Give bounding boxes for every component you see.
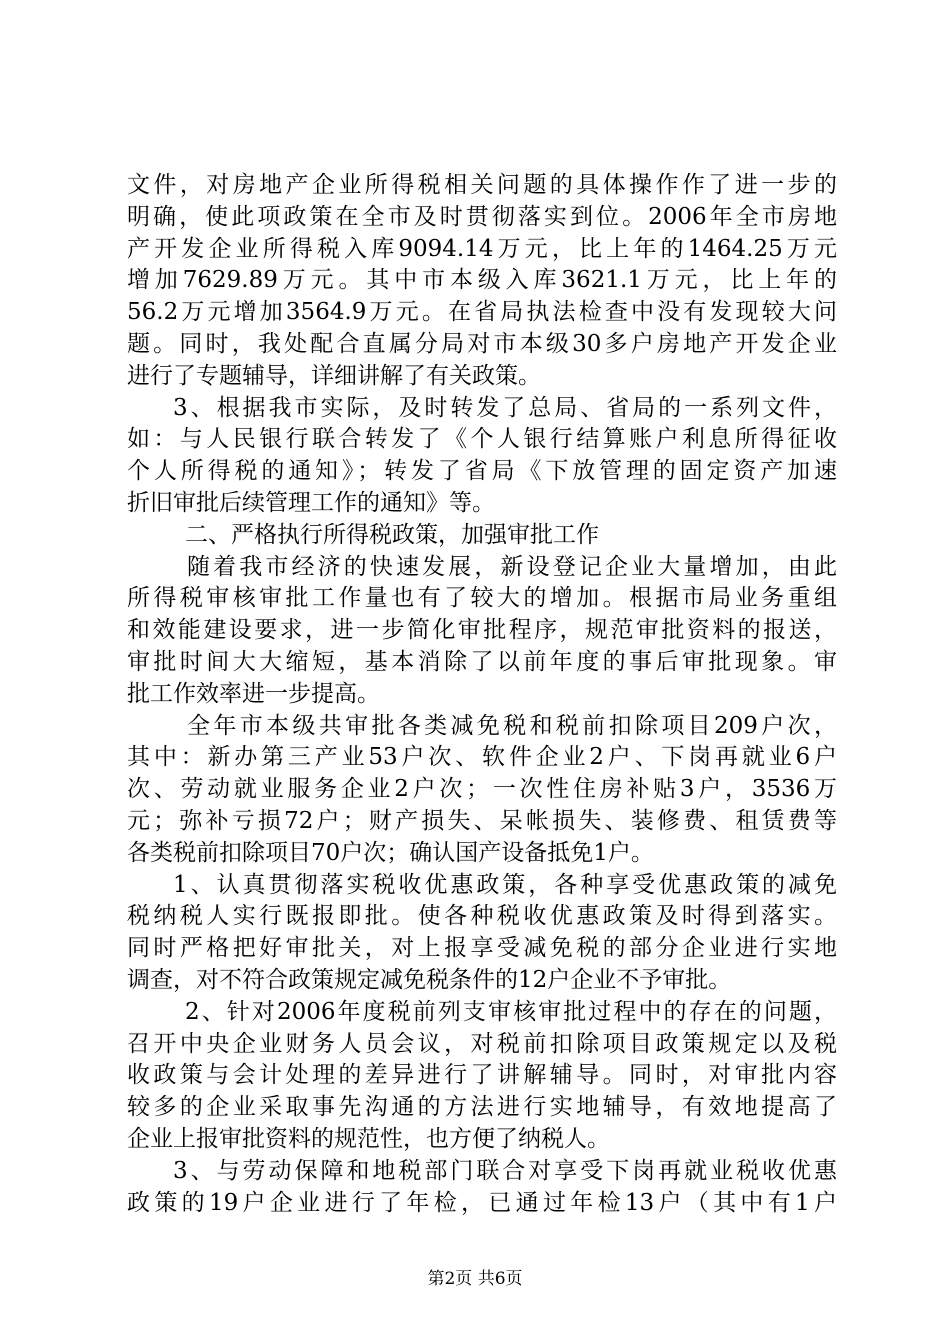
text-line: 税纳税人实行既报即批。使各种税收优惠政策及时得到落实。 xyxy=(127,903,837,930)
paragraph-first-line: 1、认真贯彻落实税收优惠政策，各种享受优惠政策的减免 xyxy=(173,871,837,898)
text-line: 题。同时，我处配合直属分局对市本级30多户房地产开发企业 xyxy=(127,330,837,357)
text-line: 各类税前扣除项目70户次；确认国产设备抵免1户。 xyxy=(127,839,654,866)
text-line: 收政策与会计处理的差异进行了讲解辅导。同时，对审批内容 xyxy=(127,1062,837,1089)
text-line: 个人所得税的通知》；转发了省局《下放管理的固定资产加速 xyxy=(127,458,837,485)
text-line: 调查，对不符合政策规定减免税条件的12户企业不予审批。 xyxy=(127,966,732,993)
page-number: 第2页 共6页 xyxy=(427,1269,523,1289)
text-line: 和效能建设要求，进一步简化审批程序，规范审批资料的报送， xyxy=(127,617,837,644)
text-line: 如：与人民银行联合转发了《个人银行结算账户利息所得征收 xyxy=(127,426,837,453)
paragraph-first-line: 随着我市经济的快速发展，新设登记企业大量增加，由此 xyxy=(187,553,837,580)
text-line: 企业上报审批资料的规范性，也方便了纳税人。 xyxy=(127,1125,610,1152)
document-body xyxy=(127,170,837,1219)
paragraph-first-line: 3、与劳动保障和地税部门联合对享受下岗再就业税收优惠 xyxy=(173,1157,837,1184)
text-line: 产开发企业所得税入库9094.14万元，比上年的1464.25万元 xyxy=(127,235,837,262)
text-line: 次、劳动就业服务企业2户次；一次性住房补贴3户，3536万 xyxy=(127,776,837,803)
text-line: 批工作效率进一步提高。 xyxy=(127,680,380,707)
text-line: 明确，使此项政策在全市及时贯彻落实到位。2006年全市房地 xyxy=(127,203,837,230)
text-line: 增加7629.89万元。其中市本级入库3621.1万元，比上年的 xyxy=(127,267,837,294)
text-line: 其中：新办第三产业53户次、软件企业2户、下岗再就业6户 xyxy=(127,744,837,771)
text-line: 政策的19户企业进行了年检，已通过年检13户（其中有1户 xyxy=(127,1189,837,1216)
text-line: 元；弥补亏损72户；财产损失、呆帐损失、装修费、租赁费等 xyxy=(127,807,837,834)
page-footer xyxy=(0,1267,950,1291)
paragraph-first-line: 2、针对2006年度税前列支审核审批过程中的存在的问题， xyxy=(185,998,837,1025)
text-line: 进行了专题辅导，详细讲解了有关政策。 xyxy=(127,362,541,389)
text-line: 折旧审批后续管理工作的通知》等。 xyxy=(127,489,495,516)
text-line: 审批时间大大缩短，基本消除了以前年度的事后审批现象。审 xyxy=(127,648,837,675)
paragraph-first-line: 3、根据我市实际，及时转发了总局、省局的一系列文件， xyxy=(173,394,837,421)
text-line: 同时严格把好审批关，对上报享受减免税的部分企业进行实地 xyxy=(127,935,837,962)
text-line: 较多的企业采取事先沟通的方法进行实地辅导，有效地提高了 xyxy=(127,1094,837,1121)
text-line: 56.2万元增加3564.9万元。在省局执法检查中没有发现较大问 xyxy=(127,299,837,326)
paragraph-first-line: 全年市本级共审批各类减免税和税前扣除项目209户次， xyxy=(187,712,837,739)
section-heading: 二、严格执行所得税政策，加强审批工作 xyxy=(185,521,599,548)
text-line: 召开中央企业财务人员会议，对税前扣除项目政策规定以及税 xyxy=(127,1030,837,1057)
text-line: 所得税审核审批工作量也有了较大的增加。根据市局业务重组 xyxy=(127,585,837,612)
text-line: 文件，对房地产企业所得税相关问题的具体操作作了进一步的 xyxy=(127,172,837,198)
